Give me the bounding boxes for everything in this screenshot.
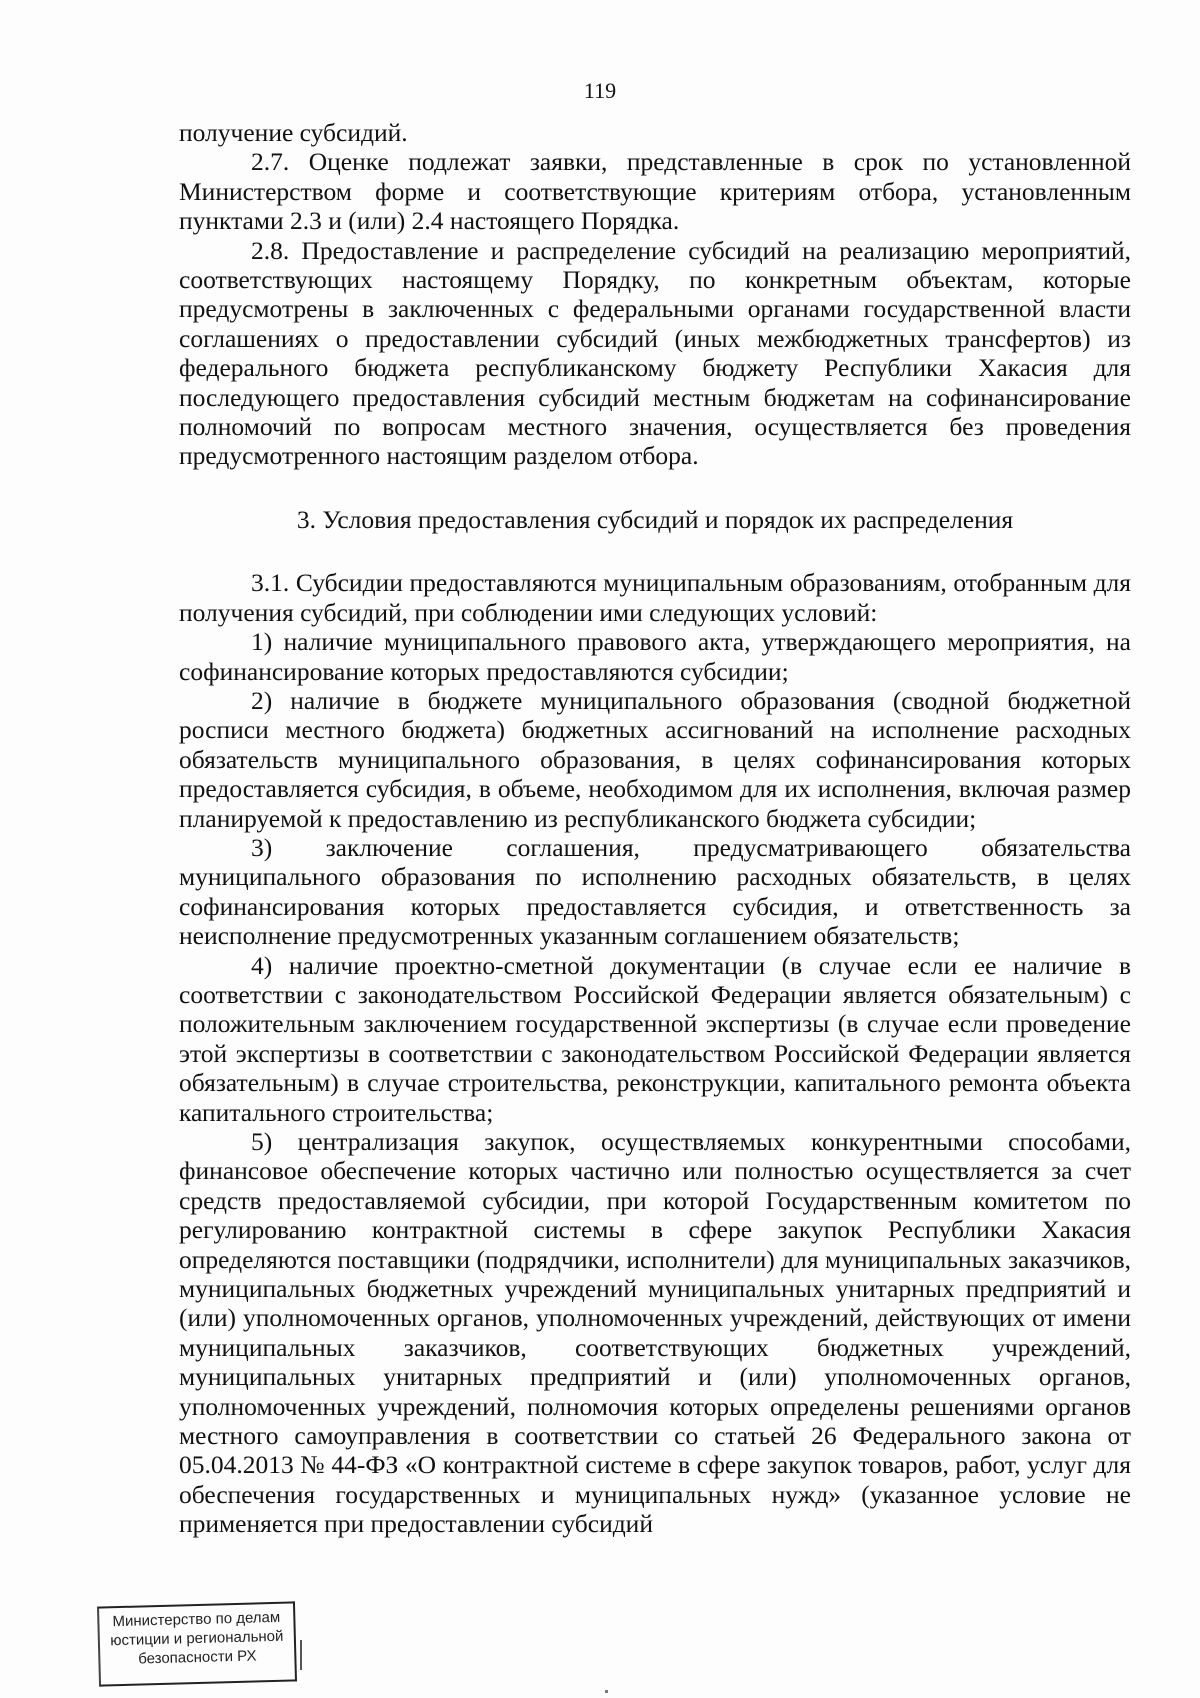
list-item-1: 1) наличие муниципального правового акта, утверждающего мероприятия, на софинансирование которых предоставляются субсидии; — [179, 627, 1131, 686]
paragraph-2-8: 2.8. Предоставление и распределение субсидий на реализацию мероприятий, соответствующих настоящему Порядку, по конкретным объектам, которые предусмотрены в заключенных с федеральными органами государственной власти соглашениях о предоставлении субсидий (иных межбюджетных трансфертов) из федерального бюджета республиканскому бюджету Республики Хакасия для последующего предоставления субсидий местным бюджетам на софинансирование полномочий по вопросам местного значения, осуществляется без проведения предусмотренного настоящим разделом отбора. — [179, 235, 1131, 471]
section-heading: 3. Условия предоставления субсидий и порядок их распределения — [296, 504, 1014, 534]
stamp-line: юстиции и региональной — [110, 1627, 284, 1650]
stamp-line: безопасности РХ — [137, 1647, 257, 1668]
paragraph-2-7: 2.7. Оценке подлежат заявки, представленные в срок по установленной Министерством форме и соответствующие критериям отбора, установленным пунктами 2.3 и (или) 2.4 настоящего Порядка. — [179, 147, 1131, 236]
document-body — [179, 118, 1131, 1539]
paragraph-continuation: получение субсидий. — [179, 118, 408, 147]
stamp-line: Министерство по делам — [112, 1608, 281, 1631]
list-item-5: 5) централизация закупок, осуществляемых конкурентными способами, финансовое обеспечение которых частично или полностью осуществляется за счет средств предоставляемой субсидии, при которой Государственным комитетом по регулированию контрактной системы в сфере закупок Республики Хакасия определяются поставщики (подрядчики, исполнители) для муниципальных заказчиков, муниципальных бюджетных учреждений муниципальных унитарных предприятий и (или) уполномоченных органов, уполномоченных учреждений, действующих от имени муниципальных заказчиков, соответствующих бюджетных учреждений, муниципальных унитарных предприятий и (или) уполномоченных органов, уполномоченных учреждений, полномочия которых определены решениями органов местного самоуправления в соответствии со статьей 26 Федерального закона от 05.04.2013 № 44-ФЗ «О контрактной системе в сфере закупок товаров, работ, услуг для обеспечения государственных и муниципальных нужд» (указанное условие не применяется при предоставлении субсидий — [179, 1127, 1131, 1539]
list-item-4: 4) наличие проектно-сметной документации (в случае если ее наличие в соответствии с законодательством Российской Федерации является обязательным) с положительным заключением государственной экспертизы (в случае если проведение этой экспертизы в соответствии с законодательством Российской Федерации является обязательным) в случае строительства, реконструкции, капитального ремонта объекта капитального строительства; — [179, 950, 1131, 1127]
scan-artifact — [605, 1690, 608, 1693]
scan-artifact — [300, 1640, 302, 1670]
list-item-2: 2) наличие в бюджете муниципального образования (сводной бюджетной росписи местного бюджета) бюджетных ассигнований на исполнение расходных обязательств муниципального образования, в целях софинансирования которых предоставляется субсидия, в объеме, необходимом для их исполнения, включая размер планируемой к предоставлению из республиканского бюджета субсидии; — [179, 685, 1131, 833]
page-number: 119 — [583, 78, 617, 103]
paragraph-3-1: 3.1. Субсидии предоставляются муниципальным образованиям, отобранным для получения субсидий, при соблюдении ими следующих условий: — [179, 568, 1131, 627]
ministry-stamp — [97, 1601, 297, 1686]
list-item-3: 3) заключение соглашения, предусматривающего обязательства муниципального образования по исполнению расходных обязательств, в целях софинансирования которых предоставляется субсидия, и ответственность за неисполнение предусмотренных указанным соглашением обязательств; — [179, 832, 1131, 951]
